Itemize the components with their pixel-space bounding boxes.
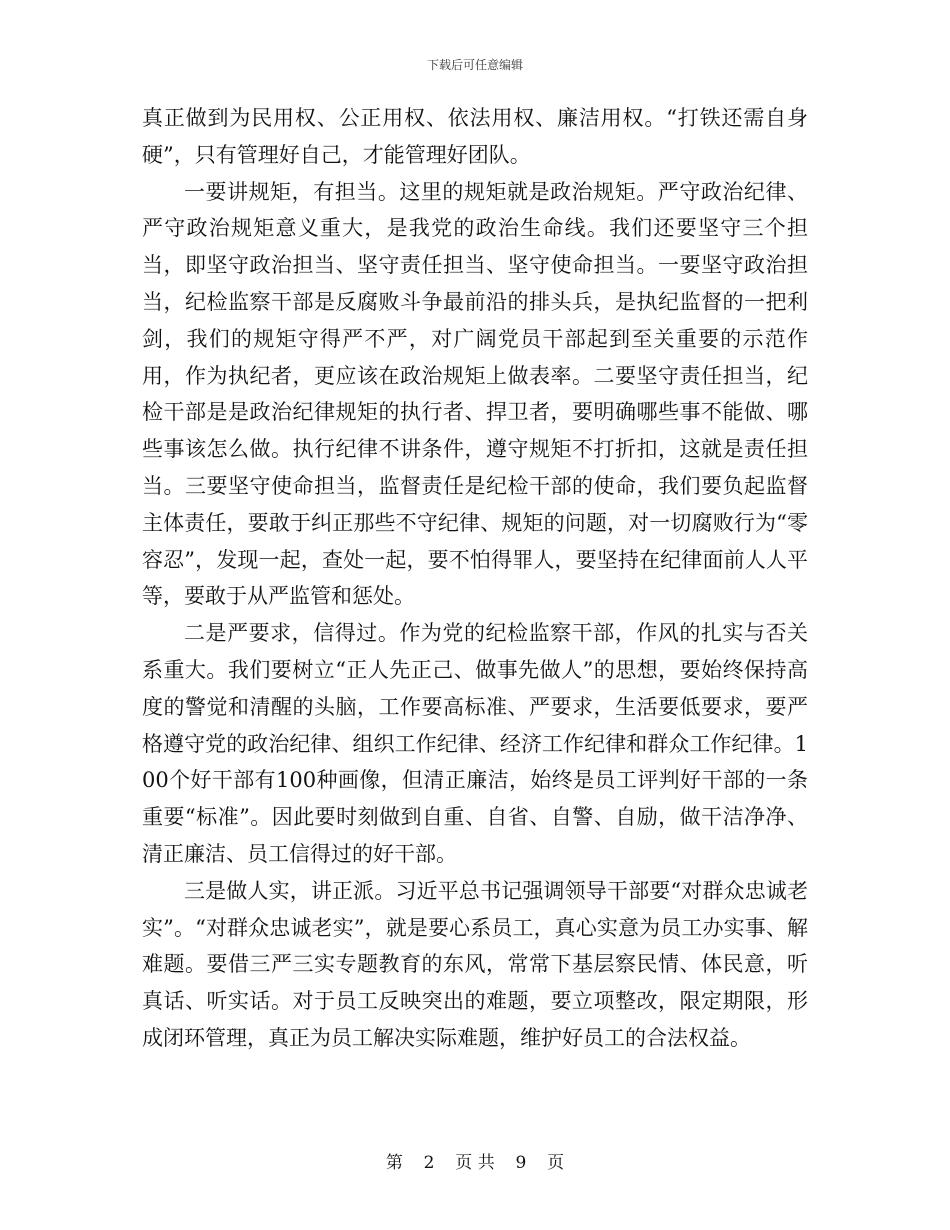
footer-prefix: 第 bbox=[385, 1153, 403, 1173]
body-paragraph-1: 真正做到为民用权、公正用权、依法用权、廉洁用权。“打铁还需自身硬”，只有管理好自己，才能管理好团队。 bbox=[142, 106, 808, 167]
page-footer bbox=[0, 1148, 950, 1173]
body-paragraph-3: 二是严要求，信得过。作为党的纪检监察干部，作风的扎实与否关系重大。我们要树立“正人先正己、做事先做人”的思想，要始终保持高度的警觉和清醒的头脑，工作要高标准、严要求，生活要低要求，要严格遵守党的政治纪律、组织工作纪律、经济工作纪律和群众工作纪律。100个好干部有100种画像，但清正廉洁，始终是员工评判好干部的一条重要“标准”。因此要时刻做到自重、自省、自警、自励，做干洁净净、清正廉洁、员工信得过的好干部。 bbox=[142, 621, 808, 866]
footer-current-page: 2 bbox=[423, 1153, 435, 1173]
page-header: 下载后可任意编辑 bbox=[426, 58, 523, 72]
document-body bbox=[142, 100, 808, 1057]
footer-middle: 页 共 bbox=[455, 1153, 495, 1173]
body-paragraph-2: 一要讲规矩，有担当。这里的规矩就是政治规矩。严守政治纪律、严守政治规矩意义重大，是我党的政治生命线。我们还要坚守三个担当，即坚守政治担当、坚守责任担当、坚守使命担当。一要坚守政治担当，纪检监察干部是反腐败斗争最前沿的排头兵，是执纪监督的一把利剑，我们的规矩守得严不严，对广阔党员干部起到至关重要的示范作用，作为执纪者，更应该在政治规矩上做表率。二要坚守责任担当，纪检干部是是政治纪律规矩的执行者、捍卫者，要明确哪些事不能做、哪些事该怎么做。执行纪律不讲条件，遵守规矩不打折扣，这就是责任担当。三要坚守使命担当，监督责任是纪检干部的使命，我们要负起监督主体责任，要敢于纠正那些不守纪律、规矩的问题，对一切腐败行为“零容忍”，发现一起，查处一起，要不怕得罪人，要坚持在纪律面前人人平等，要敢于从严监管和惩处。 bbox=[142, 179, 808, 609]
footer-suffix: 页 bbox=[547, 1153, 565, 1173]
body-paragraph-4: 三是做人实，讲正派。习近平总书记强调领导干部要“对群众忠诚老实”。“对群众忠诚老实”，就是要心系员工，真心实意为员工办实事、解难题。要借三严三实专题教育的东风，常常下基层察民情、体民意，听真话、听实话。对于员工反映突出的难题，要立项整改，限定期限，形成闭环管理，真正为员工解决实际难题，维护好员工的合法权益。 bbox=[142, 878, 808, 1050]
footer-total-pages: 9 bbox=[515, 1153, 527, 1173]
